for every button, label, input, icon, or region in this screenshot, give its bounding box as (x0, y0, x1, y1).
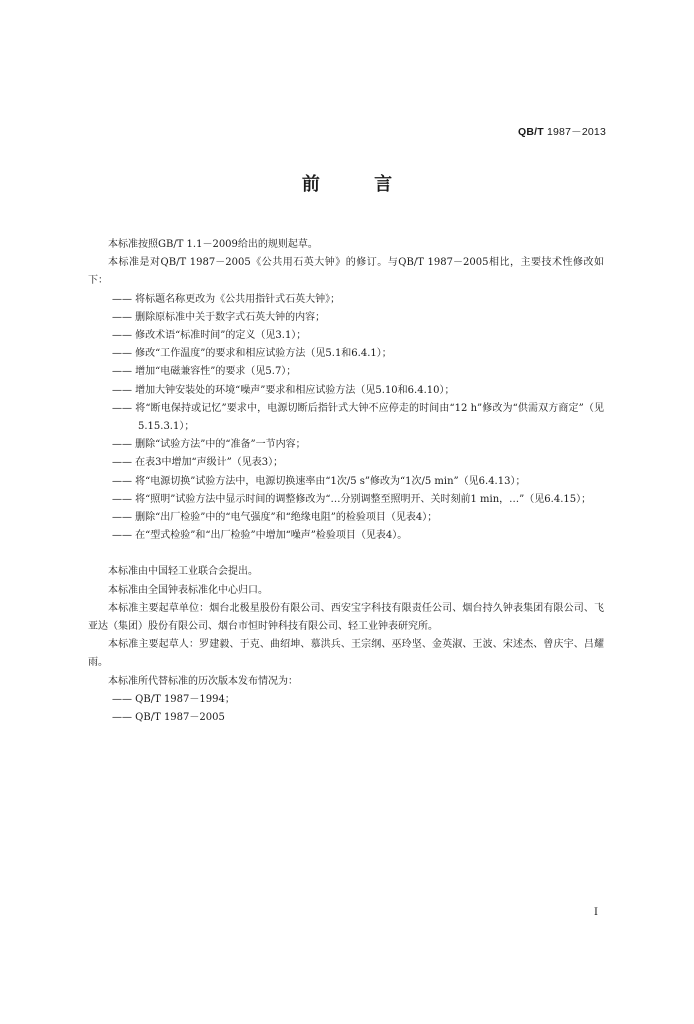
change-item: —— 删除“出厂检验”中的“电气强度”和“绝缘电阻”的检验项目（见表4）； (112, 512, 438, 524)
intro-paragraph: 本标准按照GB/T 1.1－2009给出的规则起草。 (108, 239, 318, 250)
change-item: —— 删除原标准中关于数字式石英大钟的内容； (112, 311, 326, 323)
history-item: —— QB/T 1987－1994； (112, 693, 235, 705)
history-item: —— QB/T 1987－2005 (112, 712, 225, 724)
standard-code (518, 124, 606, 139)
info-paragraph: 本标准主要起草单位：烟台北极星股份有限公司、西安宝字科技有限责任公司、烟台持久钟表集团有限公司、飞亚达（集团）股份有限公司、烟台市恒时钟科技有限公司、轻工业钟表研究所。 (88, 602, 604, 633)
foreword-body (88, 236, 604, 727)
change-item: —— 删除“试验方法”中的“准备”一节内容； (112, 439, 306, 451)
change-item: —— 将“照明”试验方法中显示时间的调整修改为“…分别调整至照明开、关时刻前1 min，…”（见6.4.15）； (112, 493, 592, 505)
page-title: 前 言 (301, 174, 417, 195)
change-item: —— 修改术语“标准时间”的定义（见3.1）； (112, 330, 307, 342)
standard-code-number: 1987－2013 (543, 126, 606, 138)
history-list (88, 691, 604, 727)
change-item: —— 将“断电保持或记忆”要求中，电源切断后指针式大钟不应停走的时间由“12 h”修改为“供需双方商定”（见5.15.3.1）； (112, 402, 604, 433)
paragraph-gap (88, 545, 604, 563)
change-item: —— 将“电源切换”试验方法中，电源切换速率由“1次/5 s”修改为“1次/5 min”（见6.4.13）； (112, 475, 526, 487)
info-paragraph: 本标准由中国轻工业联合会提出。 (108, 566, 258, 578)
changes-list (88, 291, 604, 546)
change-item: —— 增加“电磁兼容性”的要求（见5.7）； (112, 366, 297, 378)
change-item: —— 修改“工作温度”的要求和相应试验方法（见5.1和6.4.1）； (112, 348, 392, 360)
change-item: —— 在“型式检验”和“出厂检验”中增加“噪声”检验项目（见表4）。 (112, 530, 408, 542)
info-paragraph: 本标准主要起草人：罗建毅、于克、曲绍坤、慕洪兵、王宗纲、巫玲坚、金英淑、王波、宋述杰、曾庆宇、吕耀雨。 (88, 639, 604, 669)
change-item: —— 在表3中增加“声级计”（见表3）； (112, 457, 284, 469)
standard-code-prefix: QB/T (517, 126, 544, 138)
info-paragraph: 本标准所代替标准的历次版本发布情况为： (108, 675, 298, 687)
change-item: —— 将标题名称更改为《公共用指针式石英大钟》； (112, 293, 341, 305)
change-item: —— 增加大钟安装处的环境“噪声”要求和相应试验方法（见5.10和6.4.10）； (112, 384, 455, 396)
intro-paragraph: 本标准是对QB/T 1987－2005《公共用石英大钟》的修订。与QB/T 1987－2005相比，主要技术性修改如下： (88, 257, 604, 287)
page-number: I (594, 907, 598, 918)
info-paragraph: 本标准由全国钟表标准化中心归口。 (108, 584, 268, 596)
